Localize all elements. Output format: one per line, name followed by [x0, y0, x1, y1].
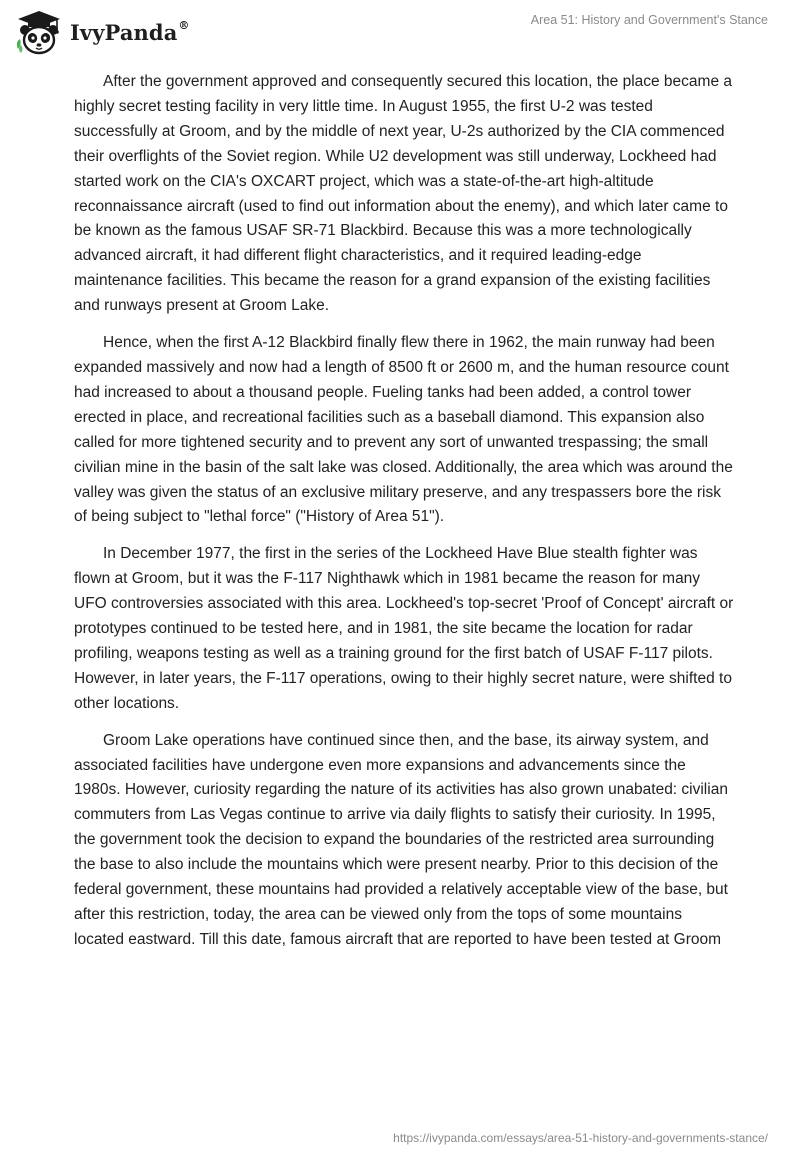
paragraph-2: Hence, when the first A-12 Blackbird finally flew there in 1962, the main runway had been expanded massively and now had a length of 8500 ft or 2600 m, and the human resource count had increased to about a thousand people. Fueling tanks had been added, a control tower erected in place, and recreational facilities such as a baseball diamond. This expansion also called for more tightened security and to prevent any sort of unwanted trespassing; the small civilian mine in the basin of the salt lake was closed. Additionally, the area which was around the valley was given the status of an exclusive military preserve, and any trespassers bore the risk of being subject to "lethal force" ("History of Area 51"). [74, 334, 733, 526]
page-header [0, 0, 800, 60]
brand-text: IvyPanda [70, 19, 178, 45]
registered-mark: ® [178, 18, 190, 32]
ivypanda-logo[interactable] [14, 8, 190, 56]
paragraph-3: In December 1977, the first in the series of the Lockheed Have Blue stealth fighter was flown at Groom, but it was the F-117 Nighthawk which in 1981 became the reason for many UFO controversies associated with this area. Lockheed's top-secret 'Proof of Concept' aircraft or prototypes continued to be tested here, and in 1981, the site became the location for radar profiling, weapons testing as well as a training ground for the first batch of USAF F-117 pilots. However, in later years, the F-117 operations, owing to their highly secret nature, were shifted to other locations. [74, 545, 734, 712]
paragraph-4: Groom Lake operations have continued since then, and the base, its airway system, and associated facilities have undergone even more expansions and advancements since the 1980s. However, curiosity regarding the nature of its activities has also grown unabated: civilian commuters from Las Vegas continue to arrive via daily flights to satisfy their curiosity. In 1995, the government took the decision to expand the boundaries of the restricted area surrounding the base to also include the mountains which were present nearby. Prior to this decision of the federal government, these mountains had provided a relatively acceptable view of the base, but after this restriction, today, the area can be viewed only from the tops of some mountains located eastward. Till this date, famous aircraft that are reported to have been tested at Groom [74, 731, 728, 948]
panda-graduate-icon [14, 9, 64, 55]
brand-name [70, 20, 190, 45]
essay-body [74, 70, 734, 965]
paragraph-1: After the government approved and consequently secured this location, the place became a highly secret testing facility in very little time. In August 1955, the first U-2 was tested successfully at Groom, and by the middle of next year, U-2s authorized by the CIA commenced their overflights of the Soviet region. While U2 development was still underway, Lockheed had started work on the CIA's OXCART project, which was a state-of-the-art high-altitude reconnaissance aircraft (used to find out information about the enemy), and which later came to be known as the famous USAF SR-71 Blackbird. Because this was a more technologically advanced aircraft, it had different flight characteristics, and it required leading-edge maintenance facilities. This became the reason for a grand expansion of the existing facilities and runways present at Groom Lake. [74, 73, 733, 315]
document-title: Area 51: History and Government's Stance [530, 13, 768, 27]
source-url[interactable]: https://ivypanda.com/essays/area-51-history-and-governments-stance/ [393, 1131, 768, 1145]
